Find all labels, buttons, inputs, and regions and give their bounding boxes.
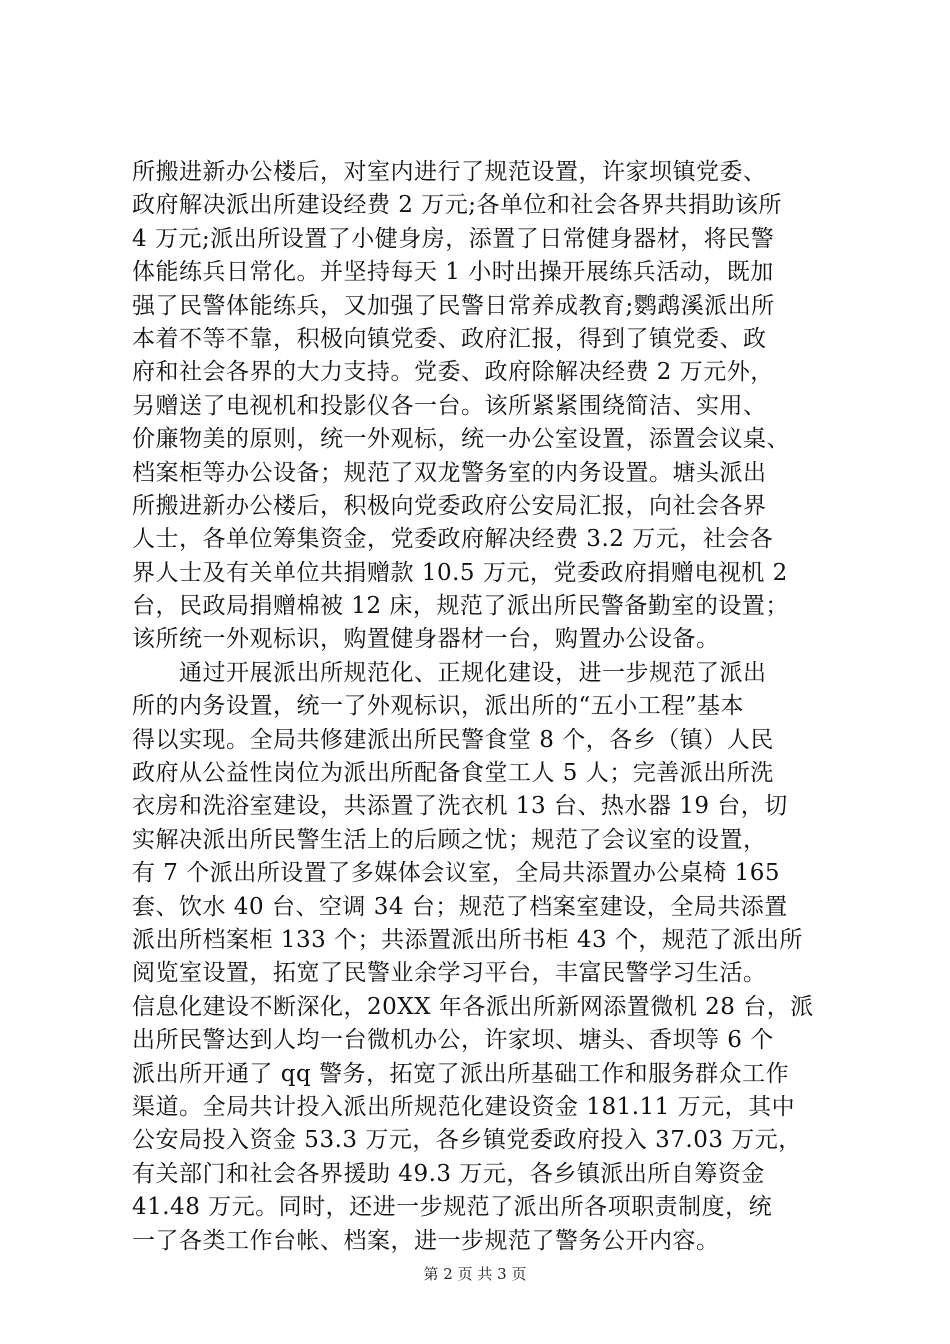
text-line: 一了各类工作台帐、档案，进一步规范了警务公开内容。 — [132, 1227, 720, 1254]
text-line: 衣房和洗浴室建设，共添置了洗衣机 13 台、热水器 19 台，切 — [132, 793, 788, 820]
text-line: 有 7 个派出所设置了多媒体会议室，全局共添置办公桌椅 165 — [132, 860, 780, 887]
text-line: 阅览室设置，拓宽了民警业余学习平台，丰富民警学习生活。 — [132, 960, 767, 987]
text-line: 所搬进新办公楼后，积极向党委政府公安局汇报，向社会各界 — [132, 492, 767, 519]
page-footer: 第 2 页 共 3 页 — [423, 1265, 527, 1283]
text-line: 渠道。全局共计投入派出所规范化建设资金 181.11 万元，其中 — [132, 1093, 796, 1120]
text-line: 得以实现。全局共修建派出所民警食堂 8 个，各乡（镇）人民 — [132, 726, 774, 753]
text-line: 套、饮水 40 台、空调 34 台；规范了档案室建设，全局共添置 — [132, 893, 788, 920]
text-line: 体能练兵日常化。并坚持每天 1 小时出操开展练兵活动，既加 — [132, 259, 774, 286]
text-line: 价廉物美的原则，统一外观标，统一办公室设置，添置会议桌、 — [132, 426, 790, 453]
text-line: 本着不等不靠，积极向镇党委、政府汇报，得到了镇党委、政 — [132, 325, 767, 352]
text-line: 41.48 万元。同时，还进一步规范了派出所各项职责制度，统 — [132, 1194, 773, 1221]
text-line: 界人士及有关单位共捐赠款 10.5 万元，党委政府捐赠电视机 2 — [132, 559, 788, 586]
text-line: 政府从公益性岗位为派出所配备食堂工人 5 人；完善派出所洗 — [132, 760, 774, 787]
text-line: 派出所档案柜 133 个；共添置派出所书柜 43 个，规范了派出所 — [132, 926, 803, 953]
text-line: 另赠送了电视机和投影仪各一台。该所紧紧围绕简洁、实用、 — [132, 392, 767, 419]
text-line: 有关部门和社会各界援助 49.3 万元，各乡镇派出所自筹资金 — [132, 1160, 765, 1187]
body-text — [132, 156, 832, 1258]
text-line: 实解决派出所民警生活上的后顾之忧；规范了会议室的设置， — [132, 826, 767, 853]
text-line: 档案柜等办公设备；规范了双龙警务室的内务设置。塘头派出 — [132, 459, 767, 486]
text-line: 信息化建设不断深化，20XX 年各派出所新网添置微机 28 台，派 — [132, 993, 814, 1020]
text-line: 所搬进新办公楼后，对室内进行了规范设置，许家坝镇党委、 — [132, 159, 767, 185]
text-line: 通过开展派出所规范化、正规化建设，进一步规范了派出 — [132, 659, 767, 686]
text-line: 出所民警达到人均一台微机办公，许家坝、塘头、香坝等 6 个 — [132, 1027, 774, 1054]
text-line: 所的内务设置，统一了外观标识，派出所的“五小工程”基本 — [132, 693, 745, 720]
text-line: 公安局投入资金 53.3 万元，各乡镇党委政府投入 37.03 万元， — [132, 1127, 802, 1154]
text-line: 强了民警体能练兵，又加强了民警日常养成教育;鹦鹉溪派出所 — [132, 292, 775, 319]
text-line: 政府解决派出所建设经费 2 万元;各单位和社会各界共捐助该所 — [132, 192, 783, 219]
text-line: 台，民政局捐赠棉被 12 床，规范了派出所民警备勤室的设置； — [132, 593, 789, 620]
text-line: 4 万元;派出所设置了小健身房，添置了日常健身器材，将民警 — [132, 225, 775, 252]
text-line: 派出所开通了 qq 警务，拓宽了派出所基础工作和服务群众工作 — [132, 1060, 790, 1087]
text-line: 人士，各单位筹集资金，党委政府解决经费 3.2 万元，社会各 — [132, 526, 774, 553]
text-line: 府和社会各界的大力支持。党委、政府除解决经费 2 万元外， — [132, 359, 774, 386]
text-line: 该所统一外观标识，购置健身器材一台，购置办公设备。 — [132, 626, 720, 653]
